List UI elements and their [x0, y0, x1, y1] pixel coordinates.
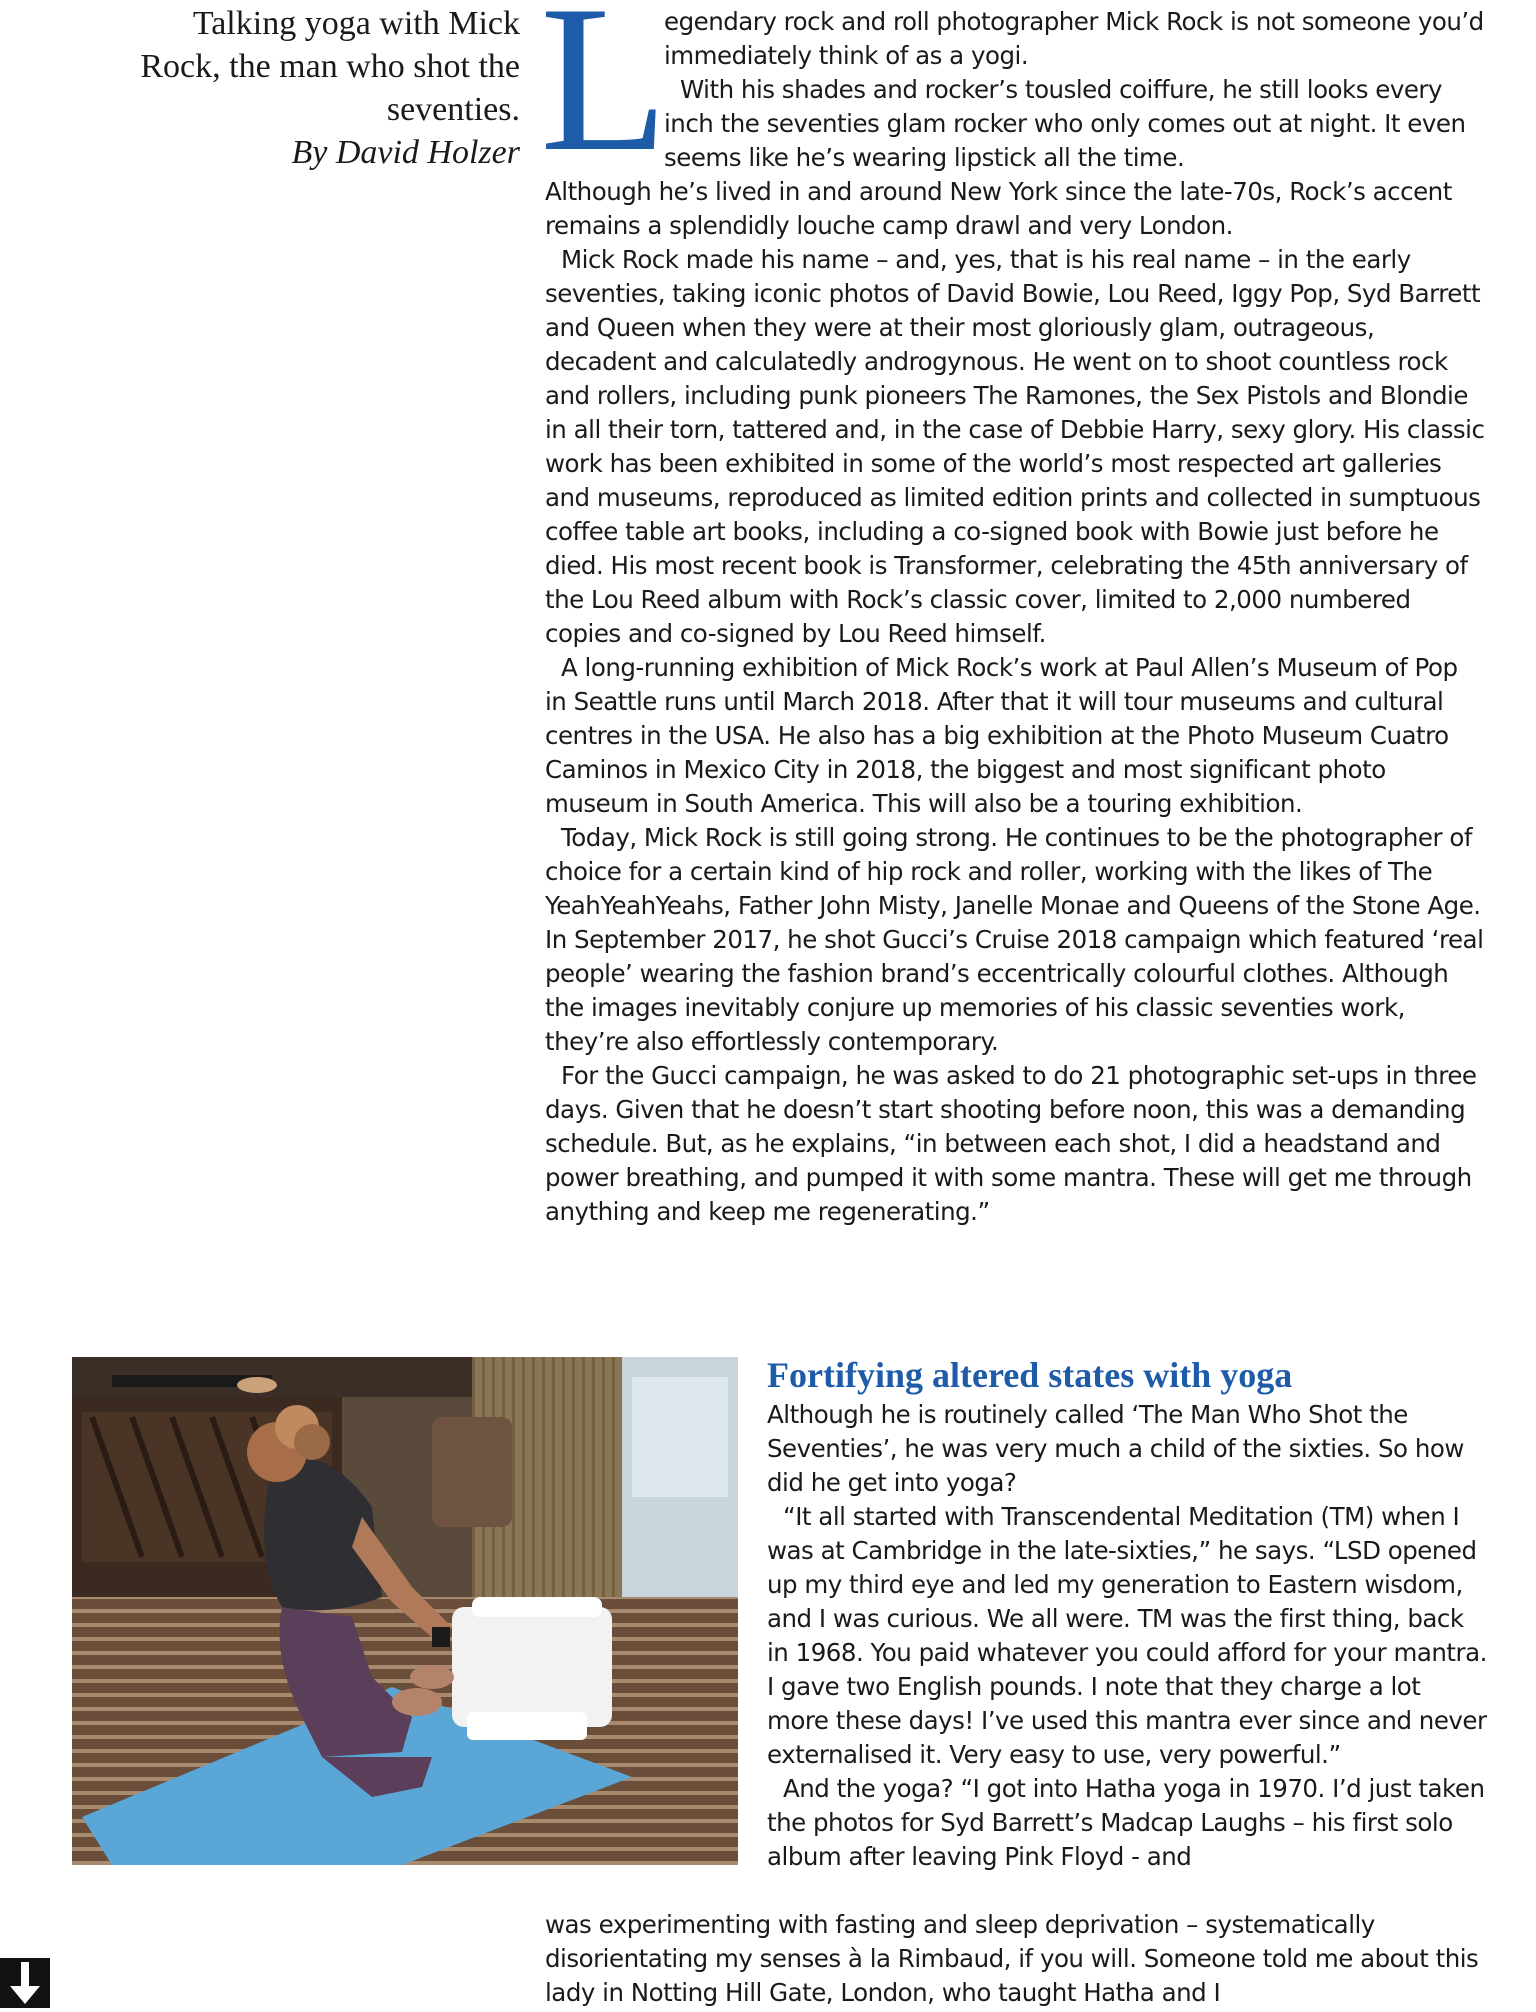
section-continuation [545, 1908, 1485, 2010]
article-photo [72, 1357, 738, 1865]
article-title: Talking yoga with Mick Rock, the man who shot the seventies. [140, 5, 520, 128]
body-paragraph: For the Gucci campaign, he was asked to do 21 photographic set-ups in three days. Given that he doesn’t start shooting before noon, this was a demanding schedule. But, as he explains, “in between each shot, I did a headstand and power breathing, and pumped it with some mantra. These will get me through anything and keep me regenerating.” [545, 1061, 1477, 1226]
body-paragraph: Mick Rock made his name – and, yes, that is his real name – in the early seventies, taking iconic photos of David Bowie, Lou Reed, Iggy Pop, Syd Barrett and Queen when they were at their most gloriously glam, outrageous, decadent and calculatedly androgynous. He went on to shoot countless rock and rollers, including punk pioneers The Ramones, the Sex Pistols and Blondie in all their torn, tattered and, in the case of Debbie Harry, sexy glory. His classic work has been exhibited in some of the world’s most respected art galleries and museums, reproduced as limited edition prints and collected in sumptuous coffee table art books, including a co-signed book with Bowie just before he died. His most recent book is Transformer, celebrating the 45th anniversary of the Lou Reed album with Rock’s classic cover, limited to 2,000 numbered copies and co-signed by Lou Reed himself. [545, 245, 1485, 648]
lede-paragraph-1: egendary rock and roll photographer Mick Rock is not someone you’d immediately think of as a yogi. [664, 7, 1484, 70]
yoga-pose-photo [72, 1357, 738, 1865]
arrow-down-icon [0, 1958, 50, 2008]
standfirst [120, 2, 520, 174]
continuation-paragraph: was experimenting with fasting and sleep deprivation – systematically disorientating my senses à la Rimbaud, if you will. Someone told me about this lady in Notting Hill Gate, London, who taught Hatha and I [545, 1910, 1479, 2007]
byline: By David Holzer [291, 134, 520, 171]
section-paragraph: “It all started with Transcendental Meditation (TM) when I was at Cambridge in the late-sixties,” he says. “LSD opened up my third eye and led my generation to Eastern wisdom, and I was curious. We all were. TM was the first thing, back in 1968. You paid whatever you could afford for your mantra. I gave two English pounds. I note that they charge a lot more these days! I’ve used this mantra ever since and never externalised it. Very easy to use, very powerful.” [767, 1502, 1487, 1769]
section-paragraph: Although he is routinely called ‘The Man Who Shot the Seventies’, he was very much a child of the sixties. So how did he get into yoga? [767, 1400, 1464, 1497]
body-paragraph: Today, Mick Rock is still going strong. He continues to be the photographer of choice for a certain kind of hip rock and roller, working with the likes of The YeahYeahYeahs, Father John Misty, Janelle Monae and Queens of the Stone Age. In September 2017, he shot Gucci’s Cruise 2018 campaign which featured ‘real people’ wearing the fashion brand’s eccentrically colourful clothes. Although the images inevitably conjure up memories of his classic seventies work, they’re also effortlessly contemporary. [545, 823, 1484, 1056]
body-column [545, 175, 1485, 1229]
continue-marker [0, 1958, 50, 2008]
lede-paragraph-2: With his shades and rocker’s tousled coiffure, he still looks every inch the seventies glam rocker who only comes out at night. It even seems like he’s wearing lipstick all the time. [664, 75, 1466, 172]
section-heading: Fortifying altered states with yoga [767, 1355, 1293, 1395]
body-paragraph: A long-running exhibition of Mick Rock’s work at Paul Allen’s Museum of Pop in Seattle runs until March 2018. After that it will tour museums and cultural centres in the USA. He also has a big exhibition at the Photo Museum Cuatro Caminos in Mexico City in 2018, the biggest and most significant photo museum in South America. This will also be a touring exhibition. [545, 653, 1458, 818]
lede-text [664, 5, 1484, 175]
body-paragraph: Although he’s lived in and around New York since the late-70s, Rock’s accent remains a splendidly louche camp drawl and very London. [545, 177, 1452, 240]
drop-cap: L [540, 0, 669, 195]
section-paragraph: And the yoga? “I got into Hatha yoga in 1970. I’d just taken the photos for Syd Barrett’s Madcap Laughs – his first solo album after leaving Pink Floyd - and [767, 1774, 1485, 1871]
section-column [767, 1398, 1487, 1874]
